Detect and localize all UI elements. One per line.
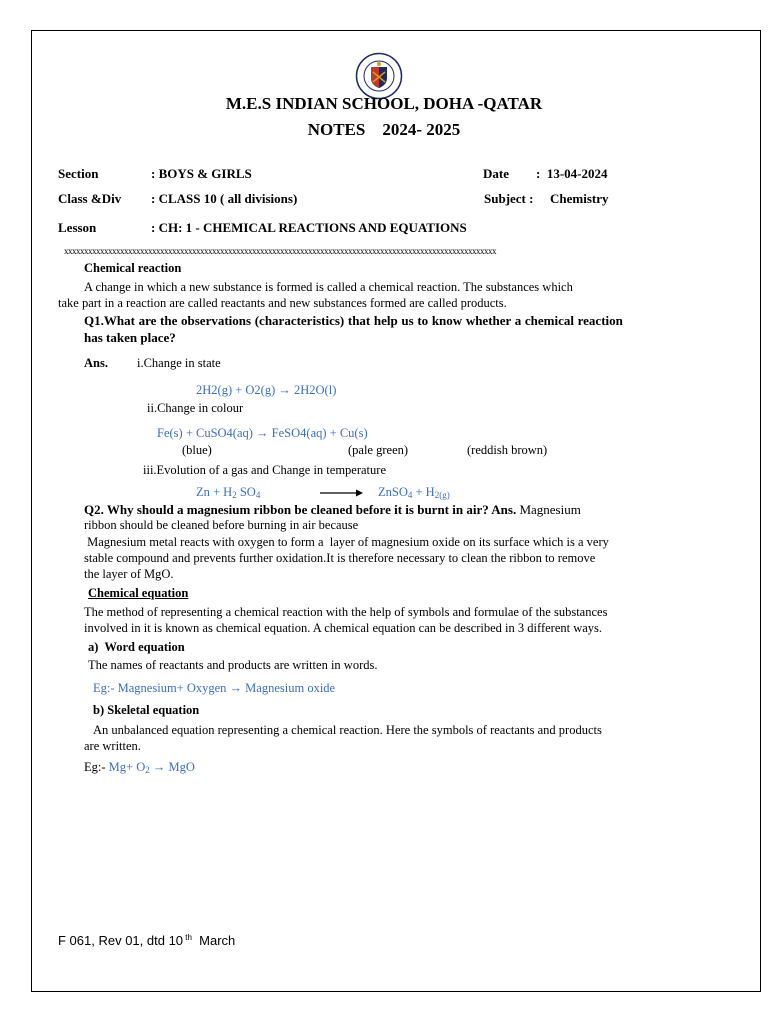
q2-para-3: the layer of MgO. <box>84 567 174 581</box>
color-brown-label: (reddish brown) <box>467 443 548 457</box>
chemical-reaction-text-1: A change in which a new substance is formed is called a chemical reaction. The substances which <box>84 280 573 294</box>
color-green-label: (pale green) <box>348 443 409 457</box>
reaction-arrow-icon <box>320 488 364 498</box>
chemical-equation-text-1: The method of representing a chemical reaction with the help of symbols and formulae of the substances <box>84 605 608 619</box>
skeletal-equation-heading: b) Skeletal equation <box>93 703 200 717</box>
form-reference: F 061, Rev 01, dtd 10 $^{th}$ March <box>58 933 236 948</box>
q1-ans-label: Ans. <box>84 356 108 370</box>
subject-value: Chemistry <box>550 191 609 206</box>
class-label: Class &Div <box>58 191 122 206</box>
chemical-reaction-text-2: take part in a reaction are called reactants and new substances formed are called products. <box>58 296 507 310</box>
equation-3-reactants: $Zn + H_2$ $SO_4$ <box>196 485 261 500</box>
q2-answer-2: ribbon should be cleaned before burning in air because <box>84 518 359 532</box>
q1-point-1: i.Change in state <box>137 356 221 370</box>
color-blue-label: (blue) <box>182 443 212 457</box>
section-label: Section <box>58 166 99 181</box>
equation-3-products: ZnSO$_4$ + $H_{2(g)}$ <box>378 485 450 500</box>
q2-para-2: stable compound and prevents further oxidation.It is therefore necessary to clean the ribbon to remove <box>84 551 596 565</box>
school-name: M.E.S INDIAN SCHOOL, DOHA -QATAR <box>225 94 543 113</box>
equation-2: Fe(s) + CuSO4(aq) → FeSO4(aq) + Cu(s) <box>157 426 368 440</box>
chemical-reaction-heading: Chemical reaction <box>84 261 182 275</box>
word-equation-text: The names of reactants and products are written in words. <box>88 658 378 672</box>
chemical-equation-text-2: involved in it is known as chemical equation. A chemical equation can be described in 3 different ways. <box>84 621 603 635</box>
q1-question-2: has taken place? <box>84 330 176 345</box>
date-value: : 13-04-2024 <box>536 166 608 181</box>
word-equation-example: Eg:- Magnesium+ Oxygen → Magnesium oxide <box>93 681 336 695</box>
divider-line: xxxxxxxxxxxxxxxxxxxxxxxxxxxxxxxxxxxxxxxxxxxxxxxxxxxxxxxxxxxxxxxxxxxxxxxxxxxxxxxxxxxxxxxxxxxxxxxxxxxxxxxxxxxx <box>64 246 496 256</box>
school-logo <box>355 52 403 100</box>
notes-title: NOTES 2024- 2025 <box>307 120 461 139</box>
equation-1: 2H2(g) + O2(g) → 2H2O(l) <box>196 383 337 397</box>
subject-label: Subject : <box>484 191 534 206</box>
q1-question-1: Q1.What are the observations (characteristics) that help us to know whether a chemical reaction <box>84 313 623 328</box>
date-label: Date <box>483 166 509 181</box>
skeletal-equation-example: Eg:- $Mg+ O_2$ → MgO <box>84 760 195 775</box>
q1-point-3: iii.Evolution of a gas and Change in temperature <box>143 463 386 477</box>
q2-question: Q2. Why should a magnesium ribbon be cleaned before it is burnt in air? Ans. Magnesium <box>84 502 581 517</box>
section-value: : BOYS & GIRLS <box>151 166 252 181</box>
chemical-equation-heading: Chemical equation <box>88 586 189 600</box>
lesson-value: : CH: 1 - CHEMICAL REACTIONS AND EQUATIONS <box>151 220 467 235</box>
class-value: : CLASS 10 ( all divisions) <box>151 191 298 206</box>
word-equation-heading: a) Word equation <box>88 640 185 654</box>
q1-point-2: ii.Change in colour <box>147 401 244 415</box>
lesson-label: Lesson <box>58 220 97 235</box>
q2-para-1: Magnesium metal reacts with oxygen to form a layer of magnesium oxide on its surface which is a very <box>84 535 609 549</box>
skeletal-equation-text-1: An unbalanced equation representing a chemical reaction. Here the symbols of reactants and products <box>93 723 602 737</box>
skeletal-equation-text-2: are written. <box>84 739 141 753</box>
